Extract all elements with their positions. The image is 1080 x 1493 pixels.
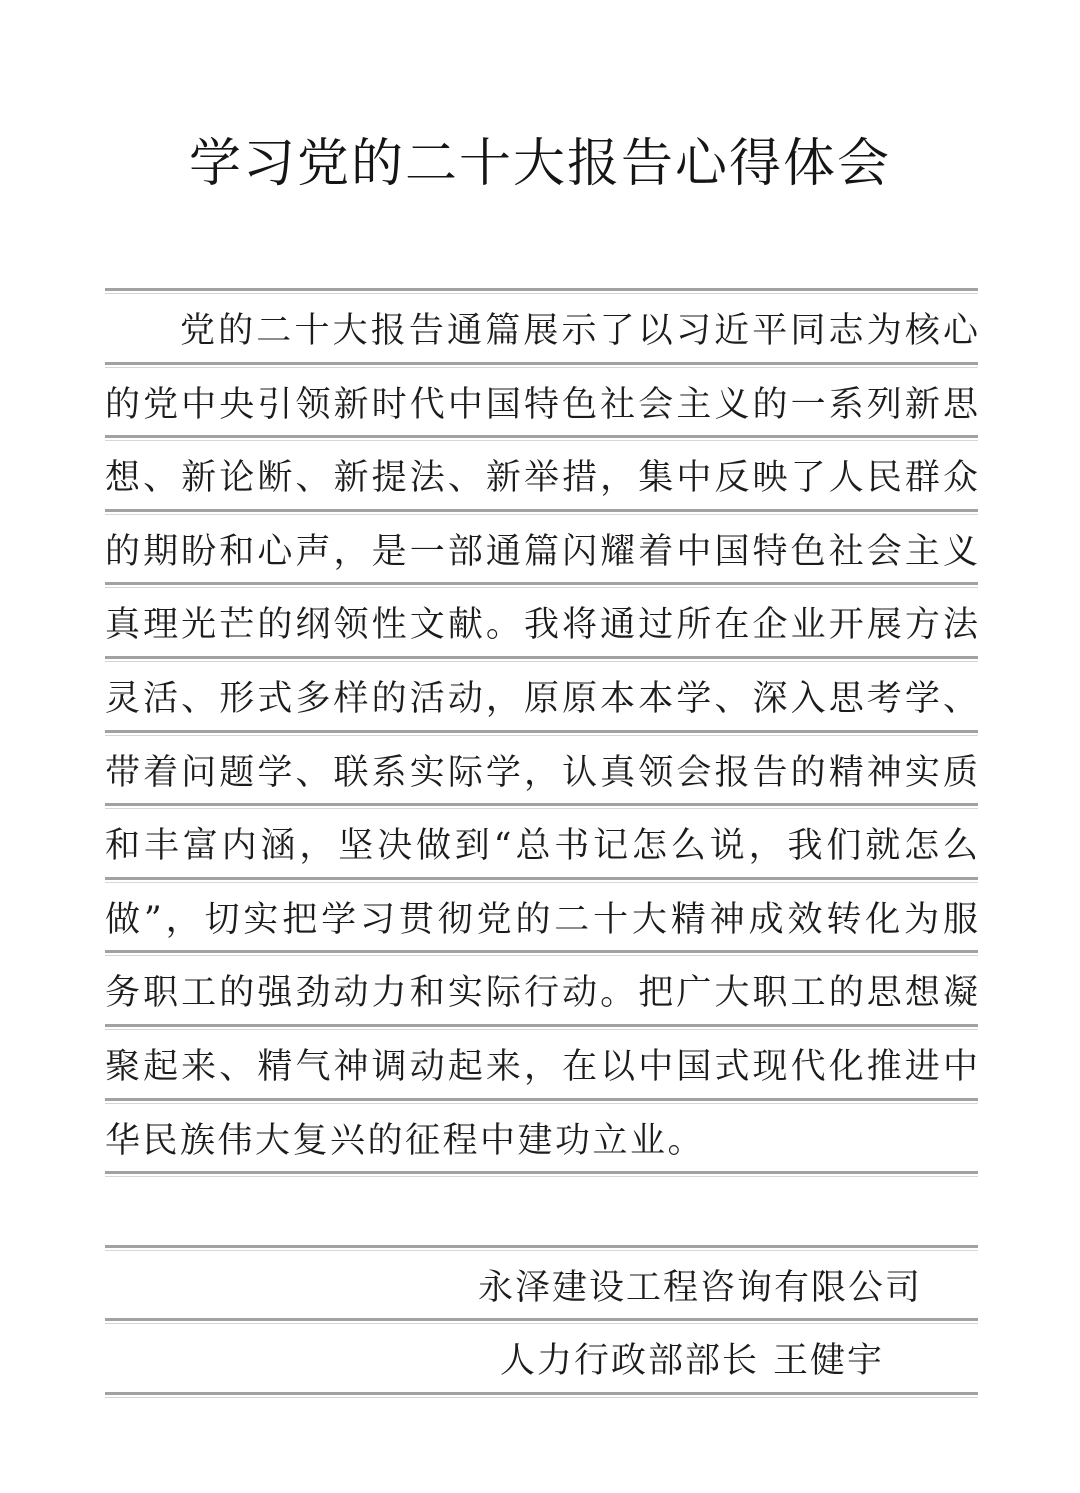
paragraph-line: 灵活、形式多样的活动，原原本本学、深入思考学、 [105, 659, 978, 733]
signature-name: 王健宇 [773, 1341, 885, 1382]
paragraph-line: 的期盼和心声，是一部通篇闪耀着中国特色社会主义 [105, 512, 978, 586]
blank-ruled-line [105, 1174, 978, 1248]
signature-line [105, 1321, 978, 1395]
paragraph-line: 想、新论断、新提法、新举措，集中反映了人民群众 [105, 438, 978, 512]
signature-company: 永泽建设工程咨询有限公司 [105, 1248, 978, 1322]
ruled-sheet [105, 288, 978, 1395]
document-title: 学习党的二十大报告心得体会 [188, 134, 891, 194]
paragraph-line: 带着问题学、联系实际学，认真领会报告的精神实质 [105, 733, 978, 807]
paragraph-line: 和丰富内涵，坚决做到“总书记怎么说，我们就怎么 [105, 806, 978, 880]
paragraph-line: 聚起来、精气神调动起来，在以中国式现代化推进中 [105, 1027, 978, 1101]
paragraph-line: 真理光芒的纲领性文献。我将通过所在企业开展方法 [105, 585, 978, 659]
paragraph-line: 的党中央引领新时代中国特色社会主义的一系列新思 [105, 365, 978, 439]
paragraph-line: 华民族伟大复兴的征程中建功立业。 [105, 1101, 978, 1175]
paragraph-line: 务职工的强劲动力和实际行动。把广大职工的思想凝 [105, 953, 978, 1027]
paragraph-line: 党的二十大报告通篇展示了以习近平同志为核心 [105, 291, 978, 365]
paragraph-line: 做”，切实把学习贯彻党的二十大精神成效转化为服 [105, 880, 978, 954]
signature-position: 人力行政部部长 [500, 1341, 760, 1382]
